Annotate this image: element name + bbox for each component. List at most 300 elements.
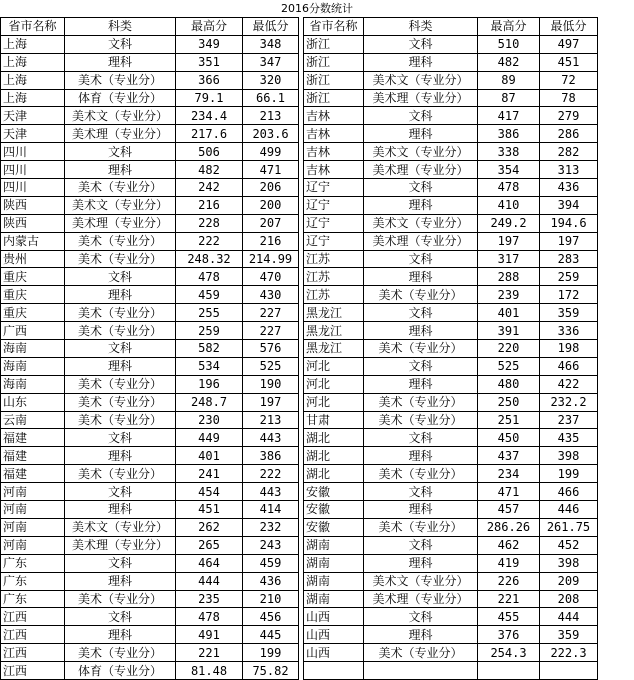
province-cell: 海南 xyxy=(1,375,65,393)
table-row xyxy=(1,304,598,322)
category-cell: 美术文（专业分） xyxy=(65,107,176,125)
province-cell: 吉林 xyxy=(304,125,364,143)
max-score-cell: 265 xyxy=(176,536,243,554)
province-cell: 天津 xyxy=(1,125,65,143)
province-cell: 江西 xyxy=(1,644,65,662)
max-score-cell: 248.32 xyxy=(176,250,243,268)
province-cell: 河南 xyxy=(1,501,65,519)
min-score-cell: 436 xyxy=(243,572,299,590)
max-score-cell: 221 xyxy=(176,644,243,662)
max-score-cell: 248.7 xyxy=(176,393,243,411)
category-cell: 体育（专业分） xyxy=(65,89,176,107)
header-min-score: 最低分 xyxy=(243,18,299,36)
table-row xyxy=(1,393,598,411)
max-score-cell: 351 xyxy=(176,53,243,71)
category-cell: 理科 xyxy=(364,554,478,572)
table-row xyxy=(1,662,598,680)
category-cell: 理科 xyxy=(65,572,176,590)
province-cell: 内蒙古 xyxy=(1,232,65,250)
header-max-score: 最高分 xyxy=(478,18,540,36)
max-score-cell: 221 xyxy=(478,590,540,608)
table-row xyxy=(1,590,598,608)
category-cell: 美术理（专业分） xyxy=(364,590,478,608)
max-score-cell: 417 xyxy=(478,107,540,125)
max-score-cell: 401 xyxy=(478,304,540,322)
min-score-cell: 456 xyxy=(243,608,299,626)
header-category: 科类 xyxy=(364,18,478,36)
province-cell: 河南 xyxy=(1,536,65,554)
table-row xyxy=(1,357,598,375)
table-row xyxy=(1,608,598,626)
province-cell: 湖北 xyxy=(304,429,364,447)
province-cell: 重庆 xyxy=(1,286,65,304)
max-score-cell: 196 xyxy=(176,375,243,393)
province-cell: 四川 xyxy=(1,143,65,161)
min-score-cell: 194.6 xyxy=(540,214,598,232)
province-cell: 广东 xyxy=(1,590,65,608)
table-row xyxy=(1,125,598,143)
category-cell: 文科 xyxy=(65,143,176,161)
min-score-cell: 72 xyxy=(540,71,598,89)
category-cell: 文科 xyxy=(65,35,176,53)
category-cell: 美术文（专业分） xyxy=(364,572,478,590)
min-score-cell: 422 xyxy=(540,375,598,393)
min-score-cell: 283 xyxy=(540,250,598,268)
table-row xyxy=(1,161,598,179)
province-cell: 湖南 xyxy=(304,572,364,590)
table-row xyxy=(1,35,598,53)
max-score-cell: 317 xyxy=(478,250,540,268)
min-score-cell: 452 xyxy=(540,536,598,554)
province-cell: 江苏 xyxy=(304,250,364,268)
min-score-cell: 78 xyxy=(540,89,598,107)
max-score-cell: 437 xyxy=(478,447,540,465)
category-cell: 美术（专业分） xyxy=(65,179,176,197)
max-score-cell: 457 xyxy=(478,501,540,519)
table-row xyxy=(1,644,598,662)
province-cell: 云南 xyxy=(1,411,65,429)
min-score-cell: 214.99 xyxy=(243,250,299,268)
category-cell: 文科 xyxy=(65,554,176,572)
category-cell: 理科 xyxy=(65,447,176,465)
max-score-cell: 234.4 xyxy=(176,107,243,125)
max-score-cell: 239 xyxy=(478,286,540,304)
min-score-cell: 386 xyxy=(243,447,299,465)
table-row xyxy=(1,286,598,304)
table-row xyxy=(1,71,598,89)
province-cell: 浙江 xyxy=(304,35,364,53)
header-province: 省市名称 xyxy=(304,18,364,36)
province-cell: 浙江 xyxy=(304,71,364,89)
min-score-cell: 75.82 xyxy=(243,662,299,680)
category-cell: 美术理（专业分） xyxy=(65,536,176,554)
category-cell: 理科 xyxy=(364,322,478,340)
min-score-cell: 497 xyxy=(540,35,598,53)
header-max-score: 最高分 xyxy=(176,18,243,36)
category-cell: 美术（专业分） xyxy=(65,375,176,393)
category-cell xyxy=(364,662,478,680)
province-cell: 陕西 xyxy=(1,196,65,214)
min-score-cell: 445 xyxy=(243,626,299,644)
max-score-cell: 478 xyxy=(176,268,243,286)
category-cell: 理科 xyxy=(65,161,176,179)
province-cell: 辽宁 xyxy=(304,196,364,214)
category-cell: 理科 xyxy=(364,447,478,465)
province-cell: 海南 xyxy=(1,340,65,358)
max-score-cell: 79.1 xyxy=(176,89,243,107)
table-row xyxy=(1,196,598,214)
min-score-cell: 209 xyxy=(540,572,598,590)
province-cell: 黑龙江 xyxy=(304,322,364,340)
category-cell: 文科 xyxy=(364,483,478,501)
min-score-cell: 466 xyxy=(540,357,598,375)
table-row xyxy=(1,572,598,590)
table-row xyxy=(1,53,598,71)
max-score-cell: 478 xyxy=(478,179,540,197)
category-cell: 理科 xyxy=(364,53,478,71)
province-cell: 江苏 xyxy=(304,286,364,304)
max-score-cell: 226 xyxy=(478,572,540,590)
max-score-cell: 338 xyxy=(478,143,540,161)
province-cell: 山东 xyxy=(1,393,65,411)
header-category: 科类 xyxy=(65,18,176,36)
province-cell: 辽宁 xyxy=(304,232,364,250)
min-score-cell: 282 xyxy=(540,143,598,161)
min-score-cell: 172 xyxy=(540,286,598,304)
max-score-cell: 386 xyxy=(478,125,540,143)
max-score-cell: 464 xyxy=(176,554,243,572)
province-cell: 上海 xyxy=(1,53,65,71)
province-cell: 浙江 xyxy=(304,53,364,71)
min-score-cell: 208 xyxy=(540,590,598,608)
category-cell: 美术（专业分） xyxy=(364,286,478,304)
max-score-cell: 251 xyxy=(478,411,540,429)
category-cell: 理科 xyxy=(364,501,478,519)
category-cell: 体育（专业分） xyxy=(65,662,176,680)
min-score-cell: 459 xyxy=(243,554,299,572)
max-score-cell: 249.2 xyxy=(478,214,540,232)
table-row xyxy=(1,232,598,250)
category-cell: 文科 xyxy=(364,250,478,268)
category-cell: 美术（专业分） xyxy=(364,411,478,429)
table-row xyxy=(1,465,598,483)
province-cell: 陕西 xyxy=(1,214,65,232)
category-cell: 美术理（专业分） xyxy=(364,232,478,250)
category-cell: 美术文（专业分） xyxy=(364,143,478,161)
province-cell: 河北 xyxy=(304,357,364,375)
max-score-cell: 286.26 xyxy=(478,518,540,536)
category-cell: 美术（专业分） xyxy=(364,340,478,358)
province-cell: 福建 xyxy=(1,447,65,465)
province-cell: 江苏 xyxy=(304,268,364,286)
min-score-cell: 576 xyxy=(243,340,299,358)
category-cell: 美术（专业分） xyxy=(65,232,176,250)
max-score-cell: 241 xyxy=(176,465,243,483)
max-score-cell: 87 xyxy=(478,89,540,107)
category-cell: 美术理（专业分） xyxy=(364,89,478,107)
province-cell: 辽宁 xyxy=(304,214,364,232)
min-score-cell: 470 xyxy=(243,268,299,286)
province-cell: 广东 xyxy=(1,572,65,590)
province-cell: 上海 xyxy=(1,35,65,53)
max-score-cell: 234 xyxy=(478,465,540,483)
min-score-cell: 243 xyxy=(243,536,299,554)
min-score-cell: 499 xyxy=(243,143,299,161)
max-score-cell: 255 xyxy=(176,304,243,322)
table-row xyxy=(1,340,598,358)
category-cell: 美术（专业分） xyxy=(364,465,478,483)
table-row xyxy=(1,429,598,447)
min-score-cell: 197 xyxy=(540,232,598,250)
min-score-cell: 451 xyxy=(540,53,598,71)
category-cell: 美术（专业分） xyxy=(65,250,176,268)
max-score-cell: 450 xyxy=(478,429,540,447)
min-score-cell: 203.6 xyxy=(243,125,299,143)
min-score-cell: 198 xyxy=(540,340,598,358)
min-score-cell: 207 xyxy=(243,214,299,232)
table-row xyxy=(1,89,598,107)
max-score-cell: 410 xyxy=(478,196,540,214)
province-cell: 河北 xyxy=(304,375,364,393)
category-cell: 美术理（专业分） xyxy=(65,214,176,232)
max-score-cell: 217.6 xyxy=(176,125,243,143)
max-score-cell: 451 xyxy=(176,501,243,519)
province-cell: 湖北 xyxy=(304,465,364,483)
min-score-cell: 466 xyxy=(540,483,598,501)
table-row xyxy=(1,447,598,465)
max-score-cell: 222 xyxy=(176,232,243,250)
min-score-cell: 348 xyxy=(243,35,299,53)
category-cell: 文科 xyxy=(364,179,478,197)
table-row xyxy=(1,501,598,519)
table-row xyxy=(1,107,598,125)
min-score-cell: 443 xyxy=(243,429,299,447)
category-cell: 理科 xyxy=(65,357,176,375)
max-score-cell: 444 xyxy=(176,572,243,590)
category-cell: 文科 xyxy=(364,304,478,322)
max-score-cell xyxy=(478,662,540,680)
category-cell: 文科 xyxy=(65,429,176,447)
province-cell: 河北 xyxy=(304,393,364,411)
category-cell: 美术文（专业分） xyxy=(65,518,176,536)
province-cell: 四川 xyxy=(1,161,65,179)
min-score-cell: 199 xyxy=(243,644,299,662)
max-score-cell: 455 xyxy=(478,608,540,626)
max-score-cell: 242 xyxy=(176,179,243,197)
min-score-cell: 190 xyxy=(243,375,299,393)
min-score-cell: 446 xyxy=(540,501,598,519)
category-cell: 美术理（专业分） xyxy=(65,125,176,143)
min-score-cell: 259 xyxy=(540,268,598,286)
province-cell: 重庆 xyxy=(1,268,65,286)
min-score-cell: 320 xyxy=(243,71,299,89)
min-score-cell: 443 xyxy=(243,483,299,501)
category-cell: 美术（专业分） xyxy=(65,304,176,322)
table-row xyxy=(1,536,598,554)
table-row xyxy=(1,483,598,501)
max-score-cell: 454 xyxy=(176,483,243,501)
category-cell: 理科 xyxy=(364,626,478,644)
max-score-cell: 228 xyxy=(176,214,243,232)
category-cell: 美术（专业分） xyxy=(65,465,176,483)
category-cell: 文科 xyxy=(65,268,176,286)
province-cell: 吉林 xyxy=(304,143,364,161)
min-score-cell: 222.3 xyxy=(540,644,598,662)
category-cell: 理科 xyxy=(65,53,176,71)
province-cell: 湖南 xyxy=(304,554,364,572)
min-score-cell: 206 xyxy=(243,179,299,197)
max-score-cell: 220 xyxy=(478,340,540,358)
table-row xyxy=(1,214,598,232)
max-score-cell: 89 xyxy=(478,71,540,89)
max-score-cell: 391 xyxy=(478,322,540,340)
max-score-cell: 235 xyxy=(176,590,243,608)
category-cell: 美术文（专业分） xyxy=(65,196,176,214)
province-cell: 重庆 xyxy=(1,304,65,322)
province-cell xyxy=(304,662,364,680)
category-cell: 理科 xyxy=(364,375,478,393)
min-score-cell: 210 xyxy=(243,590,299,608)
category-cell: 理科 xyxy=(65,286,176,304)
min-score-cell: 286 xyxy=(540,125,598,143)
category-cell: 美术（专业分） xyxy=(65,393,176,411)
min-score-cell: 261.75 xyxy=(540,518,598,536)
max-score-cell: 449 xyxy=(176,429,243,447)
min-score-cell: 222 xyxy=(243,465,299,483)
province-cell: 湖南 xyxy=(304,536,364,554)
table-row xyxy=(1,375,598,393)
max-score-cell: 354 xyxy=(478,161,540,179)
min-score-cell: 394 xyxy=(540,196,598,214)
max-score-cell: 482 xyxy=(478,53,540,71)
max-score-cell: 471 xyxy=(478,483,540,501)
min-score-cell: 398 xyxy=(540,447,598,465)
category-cell: 美术理（专业分） xyxy=(364,161,478,179)
province-cell: 广西 xyxy=(1,322,65,340)
min-score-cell: 279 xyxy=(540,107,598,125)
province-cell: 福建 xyxy=(1,429,65,447)
max-score-cell: 366 xyxy=(176,71,243,89)
max-score-cell: 197 xyxy=(478,232,540,250)
max-score-cell: 534 xyxy=(176,357,243,375)
table-row xyxy=(1,250,598,268)
category-cell: 文科 xyxy=(364,107,478,125)
category-cell: 文科 xyxy=(364,608,478,626)
max-score-cell: 254.3 xyxy=(478,644,540,662)
category-cell: 文科 xyxy=(65,483,176,501)
province-cell: 湖南 xyxy=(304,590,364,608)
category-cell: 美术（专业分） xyxy=(364,644,478,662)
category-cell: 文科 xyxy=(364,429,478,447)
max-score-cell: 506 xyxy=(176,143,243,161)
category-cell: 理科 xyxy=(65,501,176,519)
max-score-cell: 525 xyxy=(478,357,540,375)
category-cell: 文科 xyxy=(65,608,176,626)
province-cell: 吉林 xyxy=(304,161,364,179)
max-score-cell: 250 xyxy=(478,393,540,411)
category-cell: 美术（专业分） xyxy=(364,518,478,536)
table-row xyxy=(1,554,598,572)
max-score-cell: 288 xyxy=(478,268,540,286)
max-score-cell: 259 xyxy=(176,322,243,340)
min-score-cell: 237 xyxy=(540,411,598,429)
min-score-cell: 336 xyxy=(540,322,598,340)
min-score-cell: 359 xyxy=(540,626,598,644)
province-cell: 安徽 xyxy=(304,483,364,501)
min-score-cell: 232 xyxy=(243,518,299,536)
min-score-cell: 199 xyxy=(540,465,598,483)
table-row xyxy=(1,268,598,286)
min-score-cell: 435 xyxy=(540,429,598,447)
category-cell: 理科 xyxy=(65,626,176,644)
min-score-cell: 227 xyxy=(243,322,299,340)
min-score-cell: 197 xyxy=(243,393,299,411)
max-score-cell: 401 xyxy=(176,447,243,465)
province-cell: 广东 xyxy=(1,554,65,572)
min-score-cell: 213 xyxy=(243,411,299,429)
min-score-cell: 66.1 xyxy=(243,89,299,107)
min-score-cell: 213 xyxy=(243,107,299,125)
province-cell: 安徽 xyxy=(304,518,364,536)
province-cell: 辽宁 xyxy=(304,179,364,197)
min-score-cell: 232.2 xyxy=(540,393,598,411)
max-score-cell: 459 xyxy=(176,286,243,304)
min-score-cell: 414 xyxy=(243,501,299,519)
category-cell: 美术（专业分） xyxy=(65,322,176,340)
table-row xyxy=(1,179,598,197)
category-cell: 文科 xyxy=(364,35,478,53)
province-cell: 贵州 xyxy=(1,250,65,268)
category-cell: 文科 xyxy=(364,357,478,375)
category-cell: 美术（专业分） xyxy=(65,411,176,429)
table-row xyxy=(1,518,598,536)
province-cell: 上海 xyxy=(1,71,65,89)
min-score-cell: 471 xyxy=(243,161,299,179)
min-score-cell: 525 xyxy=(243,357,299,375)
province-cell: 江西 xyxy=(1,626,65,644)
province-cell: 山西 xyxy=(304,608,364,626)
province-cell: 黑龙江 xyxy=(304,340,364,358)
province-cell: 江西 xyxy=(1,662,65,680)
max-score-cell: 216 xyxy=(176,196,243,214)
max-score-cell: 419 xyxy=(478,554,540,572)
province-cell: 福建 xyxy=(1,465,65,483)
max-score-cell: 478 xyxy=(176,608,243,626)
max-score-cell: 262 xyxy=(176,518,243,536)
min-score-cell: 436 xyxy=(540,179,598,197)
category-cell: 理科 xyxy=(364,196,478,214)
max-score-cell: 349 xyxy=(176,35,243,53)
min-score-cell: 347 xyxy=(243,53,299,71)
min-score-cell: 398 xyxy=(540,554,598,572)
max-score-cell: 582 xyxy=(176,340,243,358)
min-score-cell: 227 xyxy=(243,304,299,322)
province-cell: 安徽 xyxy=(304,501,364,519)
max-score-cell: 376 xyxy=(478,626,540,644)
min-score-cell: 216 xyxy=(243,232,299,250)
province-cell: 上海 xyxy=(1,89,65,107)
max-score-cell: 230 xyxy=(176,411,243,429)
header-row xyxy=(1,18,598,36)
category-cell: 美术（专业分） xyxy=(65,71,176,89)
province-cell: 山西 xyxy=(304,626,364,644)
max-score-cell: 480 xyxy=(478,375,540,393)
category-cell: 文科 xyxy=(65,340,176,358)
max-score-cell: 81.48 xyxy=(176,662,243,680)
category-cell: 美术（专业分） xyxy=(364,393,478,411)
province-cell: 甘肃 xyxy=(304,411,364,429)
province-cell: 湖北 xyxy=(304,447,364,465)
